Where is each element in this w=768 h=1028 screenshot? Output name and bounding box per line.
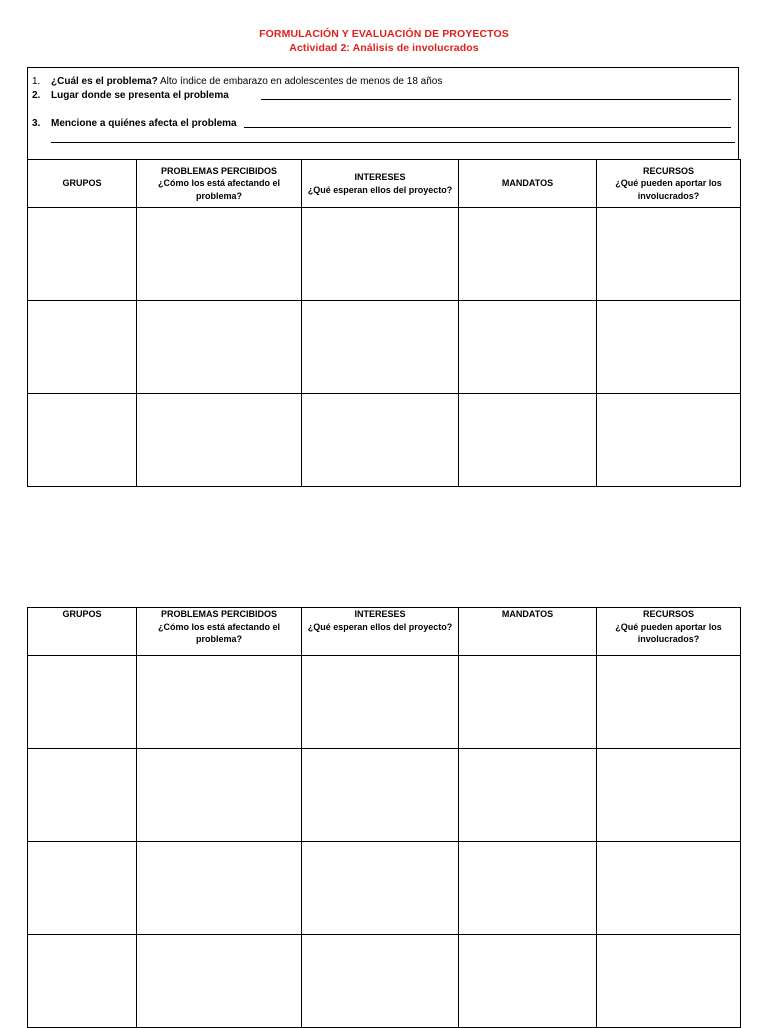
header-problemas-sub: ¿Cómo los está afectando el problema? xyxy=(157,178,281,201)
table-cell[interactable] xyxy=(597,394,741,487)
table-cell[interactable] xyxy=(459,842,597,935)
header-mandatos xyxy=(459,608,597,656)
header-grupos xyxy=(28,160,137,208)
question-2 xyxy=(32,89,229,102)
header-recursos-sub: ¿Qué pueden aportar los involucrados? xyxy=(615,178,722,201)
table-cell[interactable] xyxy=(302,208,459,301)
table-cell[interactable] xyxy=(137,935,302,1028)
table-row xyxy=(28,301,741,394)
table-cell[interactable] xyxy=(302,842,459,935)
table-cell[interactable] xyxy=(459,394,597,487)
table-cell[interactable] xyxy=(137,842,302,935)
table-cell[interactable] xyxy=(28,656,137,749)
question-2-answer-line[interactable] xyxy=(261,99,731,100)
question-2-number: 2. xyxy=(32,90,41,101)
header-grupos xyxy=(28,608,137,656)
header-problemas xyxy=(137,608,302,656)
header-grupos-label: GRUPOS xyxy=(62,609,102,619)
header-recursos-label: RECURSOS xyxy=(642,609,694,619)
header-problemas-sub: ¿Cómo los está afectando el problema? xyxy=(157,621,281,644)
header-recursos xyxy=(597,608,741,656)
table-cell[interactable] xyxy=(137,394,302,487)
table-cell[interactable] xyxy=(597,208,741,301)
table-cell[interactable] xyxy=(28,935,137,1028)
header-problemas-label: PROBLEMAS PERCIBIDOS xyxy=(160,165,277,176)
table-row xyxy=(28,749,741,842)
question-3 xyxy=(32,117,237,130)
table-cell[interactable] xyxy=(302,394,459,487)
header-mandatos-label: MANDATOS xyxy=(501,609,554,619)
table-cell[interactable] xyxy=(459,301,597,394)
table-cell[interactable] xyxy=(597,656,741,749)
question-3-label: Mencione a quiénes afecta el problema xyxy=(51,118,237,129)
table-cell[interactable] xyxy=(597,935,741,1028)
table-cell[interactable] xyxy=(28,208,137,301)
table-cell[interactable] xyxy=(137,208,302,301)
table-cell[interactable] xyxy=(28,749,137,842)
header-intereses xyxy=(302,160,459,208)
table-cell[interactable] xyxy=(137,656,302,749)
stakeholder-table-1 xyxy=(27,159,741,487)
table-header-row xyxy=(28,608,741,656)
header-recursos-sub: ¿Qué pueden aportar los involucrados? xyxy=(615,621,722,644)
question-1-number: 1. xyxy=(32,76,41,87)
table-cell[interactable] xyxy=(28,301,137,394)
header-mandatos xyxy=(459,160,597,208)
table-header-row xyxy=(28,160,741,208)
question-1-answer: Alto índice de embarazo en adolescentes de menos de 18 años xyxy=(159,76,443,87)
document-header xyxy=(0,27,768,55)
table-cell[interactable] xyxy=(302,656,459,749)
question-1 xyxy=(32,75,442,88)
table-cell[interactable] xyxy=(459,749,597,842)
table-cell[interactable] xyxy=(302,749,459,842)
table-cell[interactable] xyxy=(459,935,597,1028)
table-cell[interactable] xyxy=(302,301,459,394)
table-cell[interactable] xyxy=(597,842,741,935)
question-3-answer-line[interactable] xyxy=(244,127,731,128)
header-recursos-label: RECURSOS xyxy=(642,165,694,176)
table-cell[interactable] xyxy=(137,301,302,394)
table-cell[interactable] xyxy=(459,656,597,749)
document-title: FORMULACIÓN Y EVALUACIÓN DE PROYECTOS xyxy=(259,28,509,40)
table-row xyxy=(28,394,741,487)
stakeholder-table-2 xyxy=(27,607,741,1028)
table-row xyxy=(28,842,741,935)
table-row xyxy=(28,656,741,749)
questions-box xyxy=(27,67,739,159)
header-intereses xyxy=(302,608,459,656)
question-3-answer-line-2[interactable] xyxy=(51,142,735,143)
question-2-label: Lugar donde se presenta el problema xyxy=(51,90,229,101)
table-cell[interactable] xyxy=(28,842,137,935)
header-intereses-sub: ¿Qué esperan ellos del proyecto? xyxy=(307,184,453,195)
header-problemas xyxy=(137,160,302,208)
table-cell[interactable] xyxy=(137,749,302,842)
table-cell[interactable] xyxy=(597,749,741,842)
header-intereses-label: INTERESES xyxy=(354,609,406,619)
question-3-number: 3. xyxy=(32,118,41,129)
table-row xyxy=(28,208,741,301)
table-cell[interactable] xyxy=(302,935,459,1028)
header-intereses-label: INTERESES xyxy=(354,172,406,182)
table-cell[interactable] xyxy=(28,394,137,487)
table-cell[interactable] xyxy=(459,208,597,301)
document-subtitle: Actividad 2: Análisis de involucrados xyxy=(289,42,479,54)
header-grupos-label: GRUPOS xyxy=(62,178,102,189)
table-row xyxy=(28,935,741,1028)
header-problemas-label: PROBLEMAS PERCIBIDOS xyxy=(160,609,277,619)
header-recursos xyxy=(597,160,741,208)
header-intereses-sub: ¿Qué esperan ellos del proyecto? xyxy=(307,621,453,632)
header-mandatos-label: MANDATOS xyxy=(501,178,554,189)
table-cell[interactable] xyxy=(597,301,741,394)
question-1-label: ¿Cuál es el problema? xyxy=(51,76,158,87)
